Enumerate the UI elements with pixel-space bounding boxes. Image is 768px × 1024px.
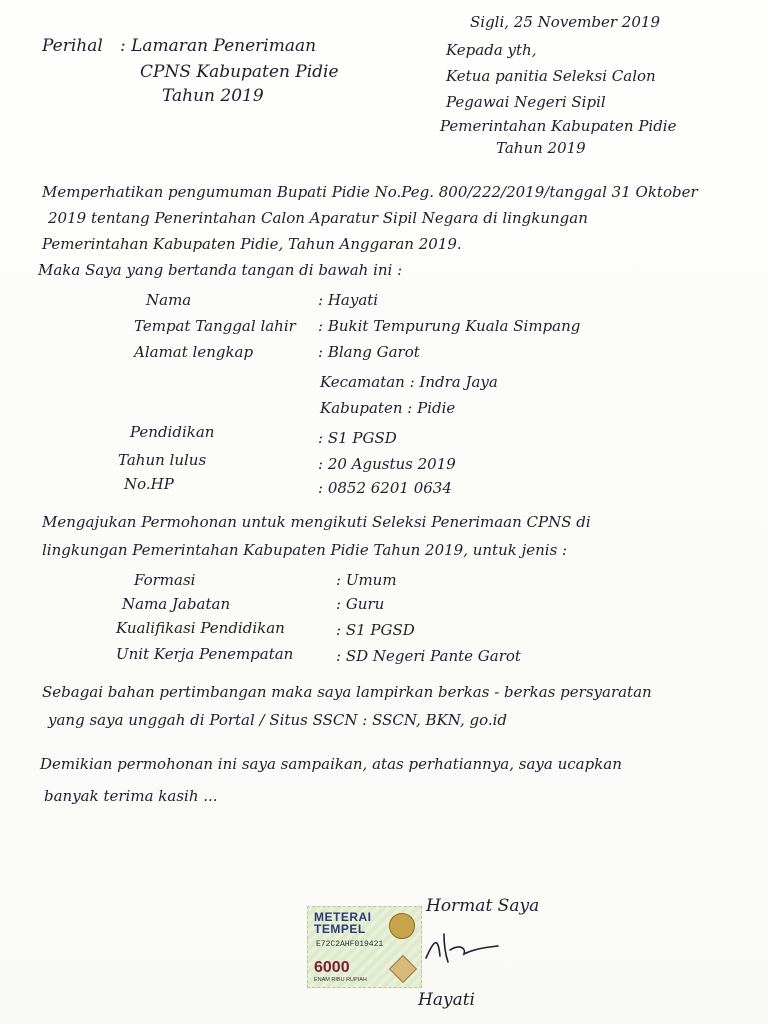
revenue-stamp xyxy=(307,906,422,988)
position-label: Formasi xyxy=(134,571,196,589)
identity-value: Kabupaten : Pidie xyxy=(320,399,456,417)
subject-line-3: Tahun 2019 xyxy=(162,86,264,106)
identity-label: No.HP xyxy=(124,475,174,493)
position-label: Kualifikasi Pendidikan xyxy=(116,619,285,637)
position-value: : SD Negeri Pante Garot xyxy=(336,647,521,665)
recipient-line-2: Ketua panitia Seleksi Calon xyxy=(446,67,656,85)
position-value: : Guru xyxy=(336,595,385,613)
identity-value: : 0852 6201 0634 xyxy=(318,479,452,497)
subject-line-1: : Lamaran Penerimaan xyxy=(120,36,317,56)
subject-label: Perihal xyxy=(42,36,103,56)
recipient-line-4: Pemerintahan Kabupaten Pidie xyxy=(440,117,677,135)
identity-label: Tempat Tanggal lahir xyxy=(134,317,296,335)
identity-value: : Bukit Tempurung Kuala Simpang xyxy=(318,317,581,335)
closing-line-1: Sebagai bahan pertimbangan maka saya lampirkan berkas - berkas persyaratan xyxy=(42,683,652,701)
identity-value: : Hayati xyxy=(318,291,379,309)
garuda-emblem-icon xyxy=(389,913,415,939)
identity-value: : Blang Garot xyxy=(318,343,420,361)
closing-line-3: Demikian permohonan ini saya sampaikan, atas perhatiannya, saya ucapkan xyxy=(40,755,622,773)
request-line-2: lingkungan Pemerintahan Kabupaten Pidie Tahun 2019, untuk jenis : xyxy=(42,541,568,559)
handwritten-signature xyxy=(420,930,510,966)
identity-value: : S1 PGSD xyxy=(318,429,397,447)
identity-label: Tahun lulus xyxy=(118,451,207,469)
identity-value: Kecamatan : Indra Jaya xyxy=(320,373,498,391)
stamp-seal-icon xyxy=(389,955,417,983)
opening-line-3: Pemerintahan Kabupaten Pidie, Tahun Anggaran 2019. xyxy=(42,235,462,253)
stamp-caption: ENAM RIBU RUPIAH xyxy=(314,977,367,983)
identity-value: : 20 Agustus 2019 xyxy=(318,455,456,473)
position-label: Unit Kerja Penempatan xyxy=(116,645,294,663)
position-value: : S1 PGSD xyxy=(336,621,415,639)
recipient-line-3: Pegawai Negeri Sipil xyxy=(446,93,606,111)
signer-name: Hayati xyxy=(418,990,475,1010)
request-line-1: Mengajukan Permohonan untuk mengikuti Seleksi Penerimaan CPNS di xyxy=(42,513,591,531)
recipient-line-1: Kepada yth, xyxy=(446,41,537,59)
closing-line-4: banyak terima kasih ... xyxy=(44,787,218,805)
position-value: : Umum xyxy=(336,571,397,589)
stamp-serial: E72C2AHF019421 xyxy=(316,940,384,949)
stamp-title-1: METERAI xyxy=(314,910,372,924)
subject-line-2: CPNS Kabupaten Pidie xyxy=(140,62,339,82)
signoff-greeting: Hormat Saya xyxy=(426,896,540,916)
identity-label: Pendidikan xyxy=(130,423,215,441)
identity-label: Nama xyxy=(146,291,192,309)
recipient-line-5: Tahun 2019 xyxy=(496,139,586,157)
opening-line-4: Maka Saya yang bertanda tangan di bawah ini : xyxy=(38,261,403,279)
stamp-title-2: TEMPEL xyxy=(314,922,366,936)
opening-line-1: Memperhatikan pengumuman Bupati Pidie No.Peg. 800/222/2019/tanggal 31 Oktober xyxy=(42,183,698,201)
stamp-value: 6000 xyxy=(314,959,350,976)
opening-line-2: 2019 tentang Penerintahan Calon Aparatur Sipil Negara di lingkungan xyxy=(48,209,588,227)
position-label: Nama Jabatan xyxy=(122,595,231,613)
identity-label: Alamat lengkap xyxy=(134,343,254,361)
closing-line-2: yang saya unggah di Portal / Situs SSCN : SSCN, BKN, go.id xyxy=(48,711,508,729)
letter-date: Sigli, 25 November 2019 xyxy=(470,13,660,31)
